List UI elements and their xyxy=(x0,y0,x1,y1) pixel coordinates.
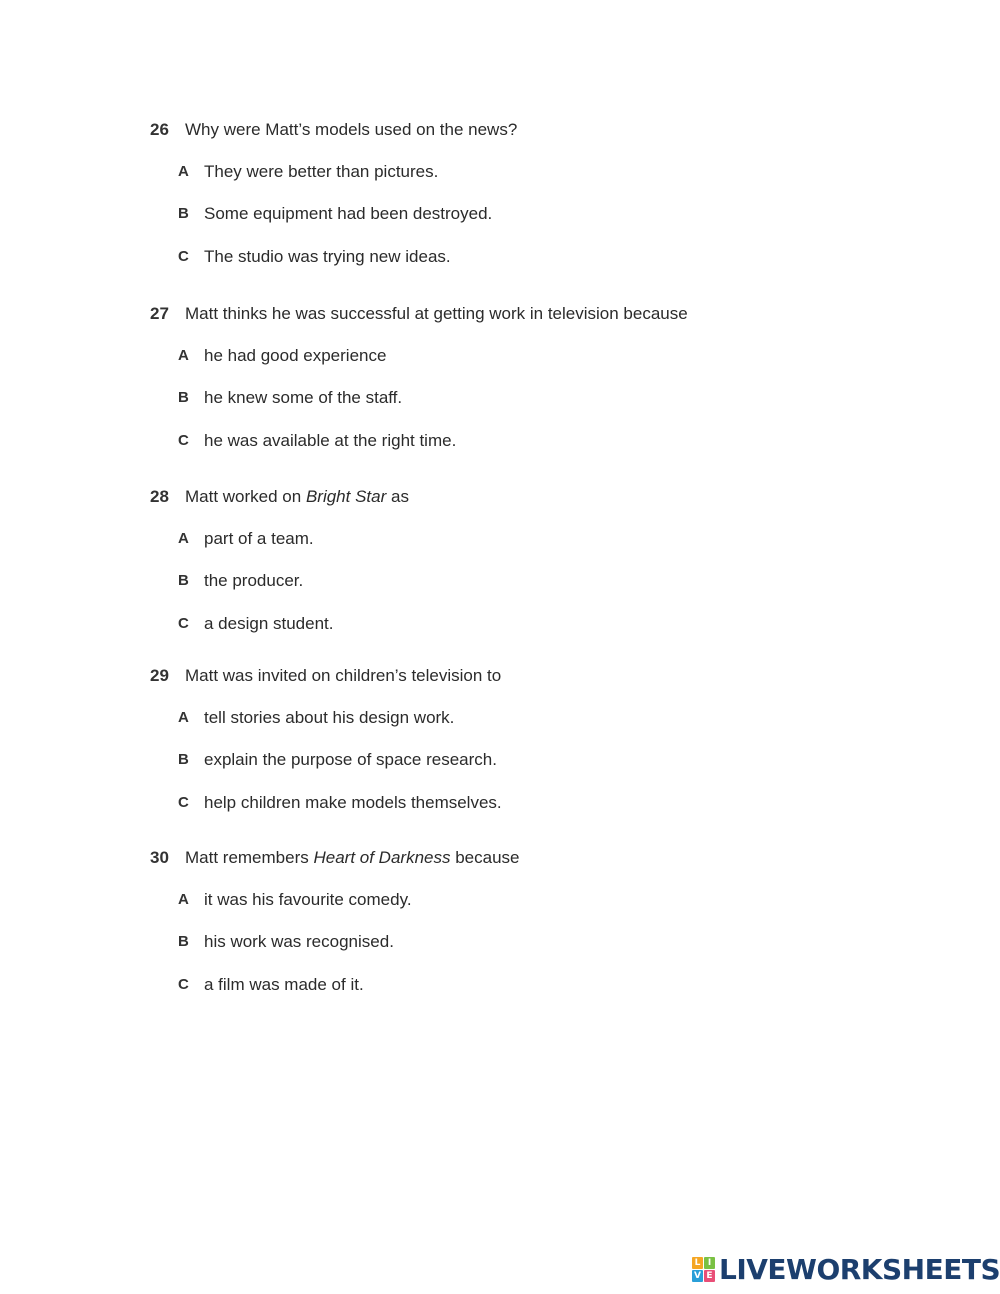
question-28 xyxy=(150,485,870,633)
question-text-segment: Matt worked on xyxy=(185,487,306,506)
question-text xyxy=(185,846,519,870)
option-text: tell stories about his design work. xyxy=(204,708,455,727)
logo-block-e: E xyxy=(704,1270,715,1282)
option-text: help children make models themselves. xyxy=(204,793,502,812)
question-text xyxy=(185,664,501,688)
logo-blocks-icon xyxy=(692,1257,716,1283)
option-letter: B xyxy=(178,389,189,406)
option-letter: C xyxy=(178,432,189,449)
question-text-segment: as xyxy=(386,487,409,506)
option-letter: B xyxy=(178,751,189,768)
option-text: The studio was trying new ideas. xyxy=(204,247,451,266)
question-number: 29 xyxy=(150,666,169,685)
option-text: a design student. xyxy=(204,614,334,633)
question-text-segment: Matt thinks he was successful at getting work in television because xyxy=(185,304,688,323)
option-text: his work was recognised. xyxy=(204,932,394,951)
logo-text: LIVEWORKSHEETS xyxy=(719,1253,1000,1286)
liveworksheets-logo xyxy=(692,1254,1000,1286)
question-text-segment: Why were Matt’s models used on the news? xyxy=(185,120,518,139)
option-letter: A xyxy=(178,709,189,726)
question-stem xyxy=(150,664,870,688)
question-text-segment: Matt was invited on children’s television to xyxy=(185,666,502,685)
option-text: explain the purpose of space research. xyxy=(204,750,497,769)
option-text: he knew some of the staff. xyxy=(204,388,403,407)
question-text xyxy=(185,485,409,509)
question-stem xyxy=(150,485,870,509)
option-text: a film was made of it. xyxy=(204,975,364,994)
option-text: Some equipment had been destroyed. xyxy=(204,204,493,223)
question-number: 30 xyxy=(150,848,169,867)
question-26 xyxy=(150,118,870,266)
option-text: it was his favourite comedy. xyxy=(204,890,412,909)
question-title-italic: Bright Star xyxy=(305,487,387,506)
option-letter: B xyxy=(178,572,189,589)
logo-block-v: V xyxy=(692,1270,703,1282)
question-number: 27 xyxy=(150,304,169,323)
logo-block-l: L xyxy=(692,1257,703,1269)
option-letter: A xyxy=(178,891,189,908)
question-29 xyxy=(150,664,870,812)
question-text xyxy=(185,302,688,326)
option-text: the producer. xyxy=(204,571,304,590)
question-stem xyxy=(150,118,870,142)
question-stem xyxy=(150,846,870,870)
option-letter: A xyxy=(178,163,189,180)
question-text-segment: Matt remembers xyxy=(185,848,314,867)
option-letter: C xyxy=(178,248,189,265)
question-27 xyxy=(150,302,870,450)
option-text: They were better than pictures. xyxy=(204,162,439,181)
question-number: 28 xyxy=(150,487,169,506)
question-number: 26 xyxy=(150,120,169,139)
option-text: he had good experience xyxy=(204,346,387,365)
option-text: he was available at the right time. xyxy=(204,431,457,450)
option-letter: A xyxy=(178,530,189,547)
option-letter: A xyxy=(178,347,189,364)
logo-block-i: I xyxy=(704,1257,715,1269)
question-title-italic: Heart of Darkness xyxy=(313,848,451,867)
option-text: part of a team. xyxy=(204,529,314,548)
option-letter: C xyxy=(178,615,189,632)
question-30 xyxy=(150,846,870,994)
question-text xyxy=(185,118,517,142)
question-text-segment: because xyxy=(450,848,520,867)
option-letter: C xyxy=(178,976,189,993)
option-letter: C xyxy=(178,794,189,811)
question-stem xyxy=(150,302,870,326)
option-letter: B xyxy=(178,933,189,950)
option-letter: B xyxy=(178,205,189,222)
